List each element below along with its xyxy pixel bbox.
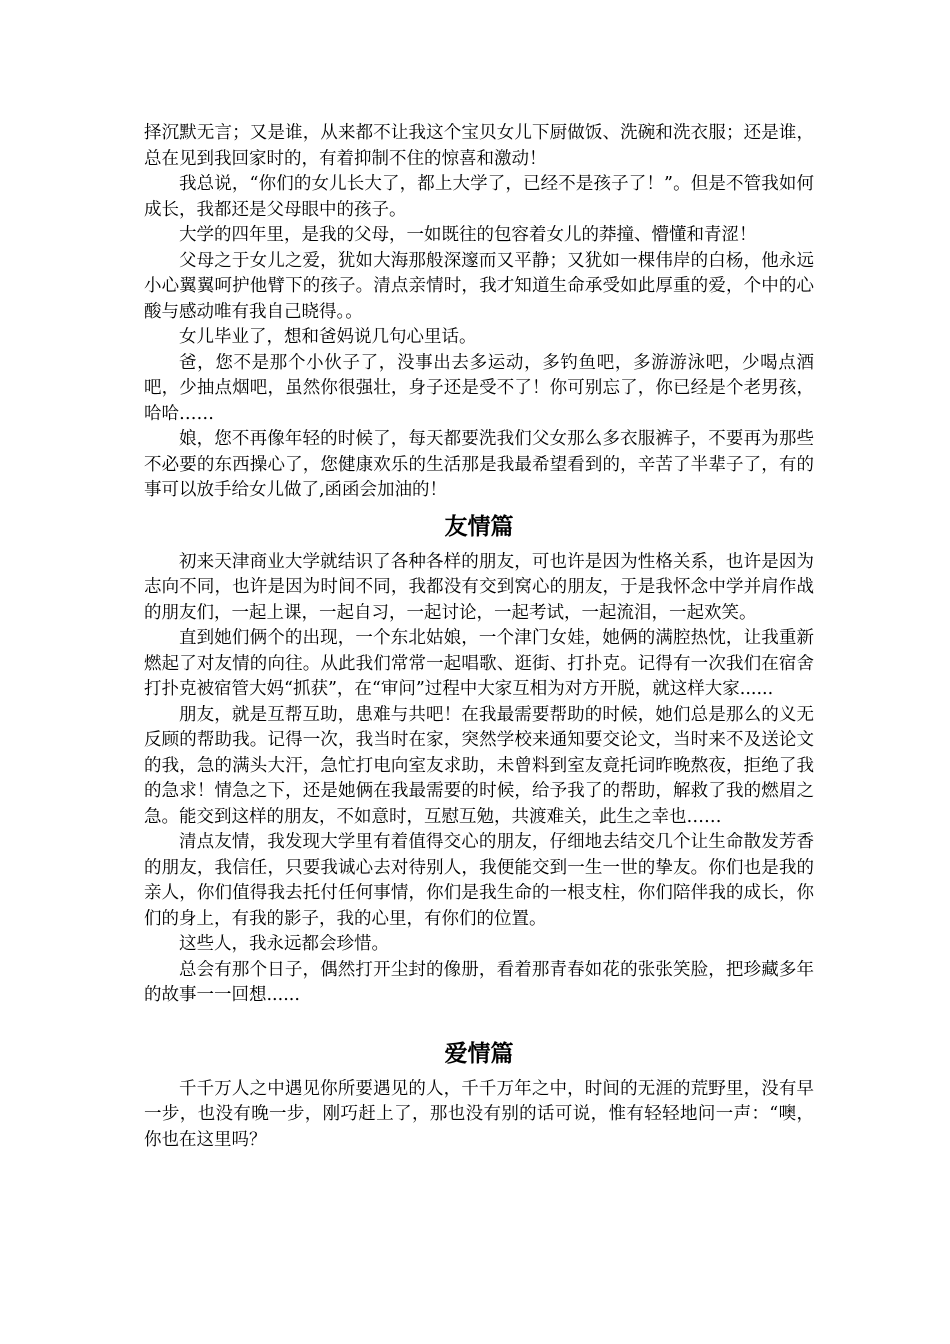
friendship-paragraph-6: 总会有那个日子，偶然打开尘封的像册，看着那青春如花的张张笑脸，把珍藏多年的故事一一回想...... xyxy=(144,959,814,1005)
family-paragraph-4: 父母之于女儿之爱，犹如大海那般深邃而又平静；又犹如一棵伟岸的白杨，他永远小心翼翼呵护他臂下的孩子。清点亲情时，我才知道生命承受如此厚重的爱，个中的心酸与感动唯有我自己晓得。。 xyxy=(144,250,814,322)
friendship-paragraph-3: 朋友，就是互帮互助，患难与共吧！在我最需要帮助的时候，她们总是那么的义无反顾的帮助我。记得一次，我当时在家，突然学校来通知要交论文，当时来不及送论文的我，急的满头大汗，急忙打电向室友求助，未曾料到室友竟托词昨晚熬夜，拒绝了我的急求！情急之下，还是她俩在我最需要的时候，给予我了的帮助，解救了我的燃眉之急。能交到这样的朋友，不如意时，互慰互勉，共渡难关，此生之幸也…… xyxy=(144,704,814,827)
family-paragraph-7: 娘，您不再像年轻的时候了，每天都要洗我们父女那么多衣服裤子，不要再为那些不必要的东西操心了，您健康欢乐的生活那是我最希望看到的，辛苦了半辈子了，有的事可以放手给女儿做了,函函会加油的！ xyxy=(144,429,814,500)
friendship-section xyxy=(144,510,814,1009)
document-body xyxy=(144,121,814,1153)
family-paragraph-3: 大学的四年里，是我的父母，一如既往的包容着女儿的莽撞、懵懂和青涩！ xyxy=(179,225,757,245)
friendship-paragraph-1: 初来天津商业大学就结识了各种各样的朋友，可也许是因为性格关系，也许是因为志向不同，也许是因为时间不同，我都没有交到窝心的朋友，于是我怀念中学并肩作战的朋友们，一起上课，一起自习，一起讨论，一起考试，一起流泪，一起欢笑。 xyxy=(144,551,814,623)
friendship-paragraph-2: 直到她们俩个的出现，一个东北姑娘，一个津门女娃，她俩的满腔热忱，让我重新燃起了对友情的向往。从此我们常常一起唱歌、逛街、打扑克。记得有一次我们在宿舍打扑克被宿管大妈“抓获”，在“审问”过程中大家互相为对方开脱，就这样大家...... xyxy=(144,628,814,699)
family-paragraph-5: 女儿毕业了，想和爸妈说几句心里话。 xyxy=(179,327,477,347)
family-paragraph-2: 我总说，“你们的女儿长大了，都上大学了，已经不是孩子了！”。但是不管我如何成长，我都还是父母眼中的孩子。 xyxy=(144,174,814,220)
friendship-heading: 友情篇 xyxy=(444,512,514,540)
family-section xyxy=(144,121,814,504)
family-paragraph-1: 择沉默无言；又是谁，从来都不让我这个宝贝女儿下厨做饭、洗碗和洗衣服；还是谁，总在见到我回家时的，有着抑制不住的惊喜和激动！ xyxy=(144,123,814,169)
love-section xyxy=(144,1037,814,1154)
friendship-paragraph-4: 清点友情，我发现大学里有着值得交心的朋友，仔细地去结交几个让生命散发芳香的朋友，我信任，只要我诚心去对待别人，我便能交到一生一世的挚友。你们也是我的亲人，你们值得我去托付任何事情，你们是我生命的一根支柱，你们陪伴我的成长，你们的身上，有我的影子，我的心里，有你们的位置。 xyxy=(144,832,814,929)
love-heading: 爱情篇 xyxy=(444,1039,514,1067)
family-paragraph-6: 爸，您不是那个小伙子了，没事出去多运动，多钓鱼吧，多游游泳吧，少喝点酒吧，少抽点烟吧，虽然你很强壮，身子还是受不了！你可别忘了，你已经是个老男孩，哈哈…… xyxy=(144,352,814,424)
friendship-paragraph-5: 这些人，我永远都会珍惜。 xyxy=(179,934,389,954)
love-paragraph-1: 千千万人之中遇见你所要遇见的人，千千万年之中，时间的无涯的荒野里，没有早一步，也没有晚一步，刚巧赶上了，那也没有别的话可说，惟有轻轻地问一声：“噢，你也在这里吗？ xyxy=(144,1078,814,1150)
